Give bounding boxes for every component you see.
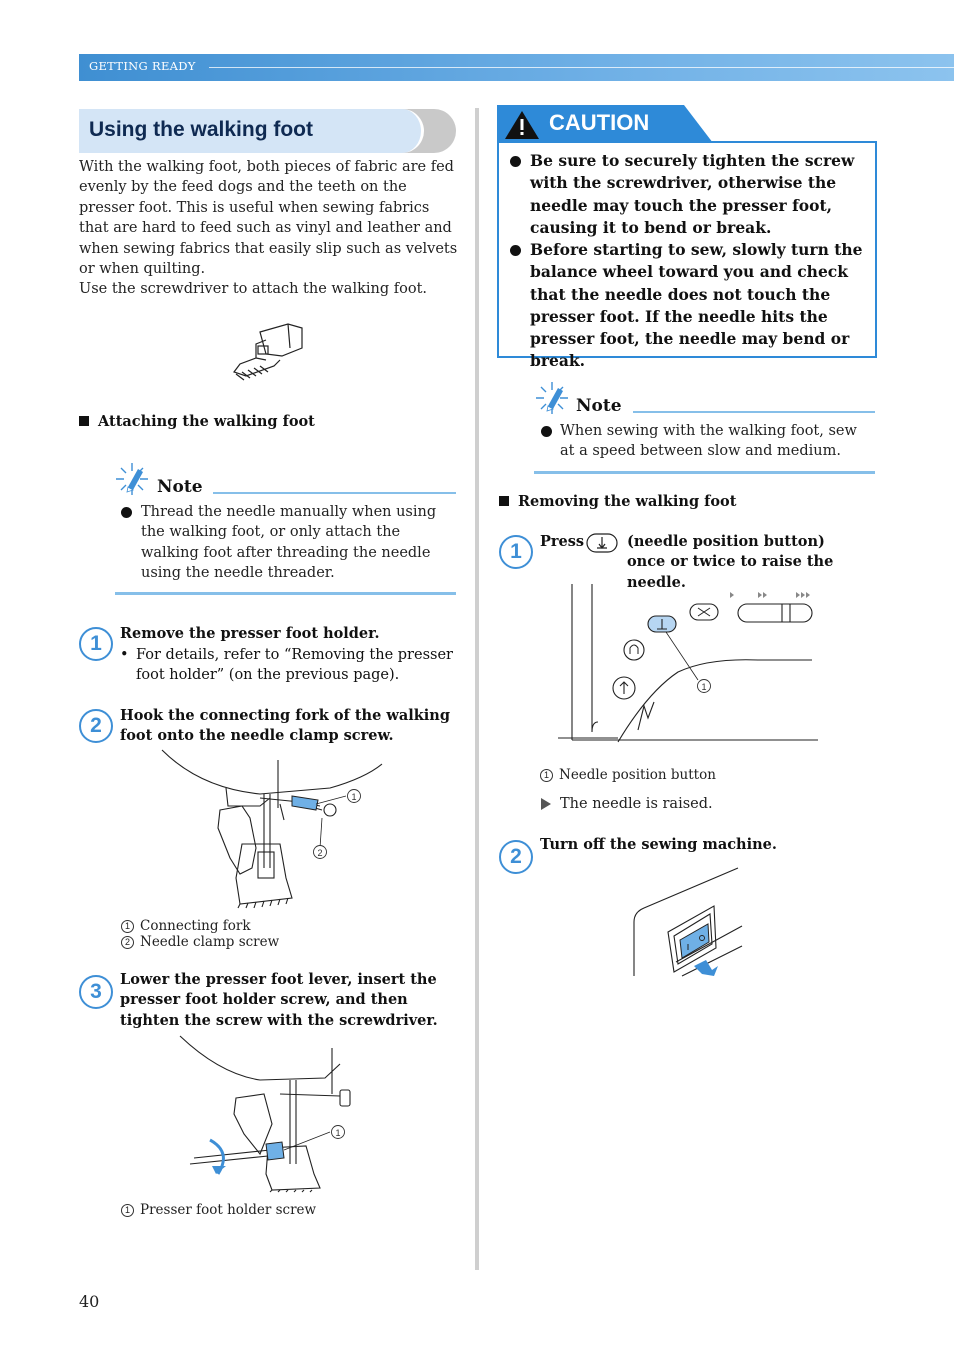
note-pencil-icon [114,461,154,497]
section-header: GETTING READY [89,59,196,73]
walking-foot-illustration [230,320,305,382]
caption-holder-screw: 1 Presser foot holder screw [121,1202,316,1218]
intro-line: Use the screwdriver to attach the walking foot. [79,281,427,297]
needle-position-icon [586,533,618,553]
callout-1: 1 [335,1128,341,1138]
callout-1: 1 [351,792,357,802]
header-band [79,54,954,81]
step-title: Turn off the sewing machine. [540,836,777,853]
caution-tab [497,105,715,143]
step-number: 1 [79,627,113,661]
column-divider [475,108,479,1270]
note-text: When sewing with the walking foot, sew at a speed between slow and medium. [560,423,857,460]
result-arrow-icon [540,797,552,811]
caution-title: CAUTION [549,110,650,135]
note-pencil-icon [534,380,574,416]
power-switch-illustration [632,866,744,978]
attaching-heading: Attaching the walking foot [79,413,315,430]
step-number: 1 [499,535,533,569]
holder-screw-illustration [180,1034,380,1192]
note-text: Thread the needle manually when using the walking foot, or only attach the walking foot after threading the needle using the needle threader. [141,504,437,582]
step-number: 3 [79,975,113,1009]
step-bullet: • [120,647,129,663]
caution-item: Before starting to sew, slowly turn the balance wheel toward you and check that the needle does not touch the presser foot. If the needle hits the presser foot, the needle may bend or break. [530,240,863,371]
note-title: Note [576,396,622,416]
caption-connecting-fork: 1 Connecting fork [121,918,251,934]
step-title: Remove the presser foot holder. [120,625,380,642]
page-title: Using the walking foot [89,118,313,141]
intro-paragraph: With the walking foot, both pieces of fabric are fed evenly by the feed dogs and the teeth on the presser foot. This is useful when sewing fabrics that are hard to feed such as vinyl and leather and when sewing fabrics that easily slip such as velvets or when quilting. [79,159,458,278]
step-number: 2 [79,709,113,743]
caption-needle-position-button: 1 Needle position button [540,767,716,783]
step-press: Press [540,533,585,550]
step-title: Hook the connecting fork of the walking foot onto the needle clamp screw. [120,707,450,745]
callout-2: 2 [317,848,323,858]
section-title [79,109,456,153]
page-number: 40 [79,1292,100,1311]
header-rule [209,67,954,68]
callout-1: 1 [701,682,707,692]
note-title: Note [157,477,203,497]
step-title: Lower the presser foot lever, insert the presser foot holder screw, and then tighten the screw with the screwdriver. [120,971,438,1029]
needle-button-panel-illustration [558,582,818,742]
step-number: 2 [499,840,533,874]
caption-needle-clamp-screw: 2 Needle clamp screw [121,934,279,950]
connecting-fork-illustration [160,748,385,913]
removing-heading: Removing the walking foot [499,493,736,510]
result-text: The needle is raised. [560,796,713,812]
caution-item: Be sure to securely tighten the screw with the screwdriver, otherwise the needle may touch the presser foot, causing it to bend or break. [530,151,855,237]
step-title-rest: (needle position button) once or twice to raise the needle. [627,533,834,591]
step-detail: For details, refer to “Removing the presser foot holder” (on the previous page). [136,647,453,684]
